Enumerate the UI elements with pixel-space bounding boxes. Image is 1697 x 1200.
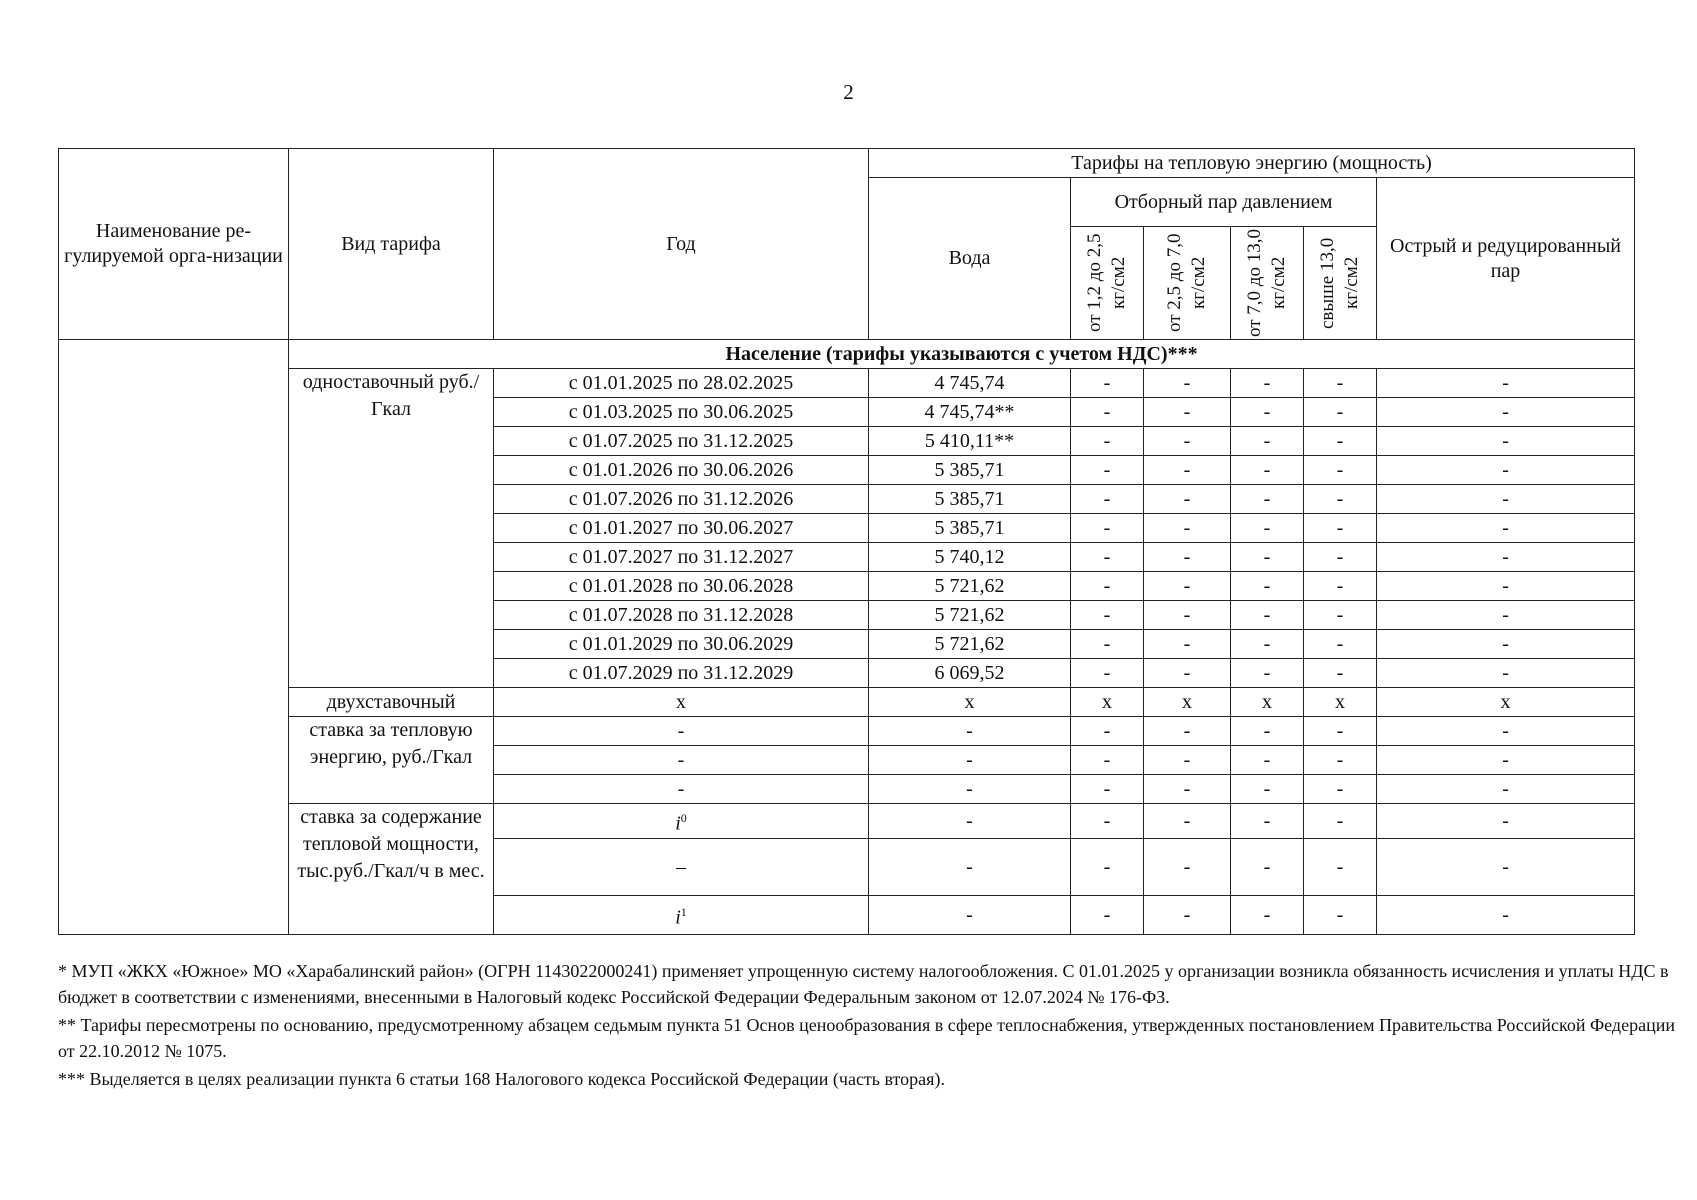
p2-cell: - bbox=[1144, 630, 1231, 659]
p2-cell: - bbox=[1144, 514, 1231, 543]
p4-cell: - bbox=[1304, 717, 1377, 746]
water-tariff-cell: 5 385,71 bbox=[869, 456, 1071, 485]
p2-cell: - bbox=[1144, 485, 1231, 514]
p4-cell: - bbox=[1304, 746, 1377, 775]
sharp-cell: - bbox=[1377, 514, 1635, 543]
water-tariff-cell: 4 745,74 bbox=[869, 369, 1071, 398]
p4-cell: - bbox=[1304, 456, 1377, 485]
sharp-cell: - bbox=[1377, 427, 1635, 456]
p3-cell: - bbox=[1231, 804, 1304, 839]
sharp-cell: - bbox=[1377, 485, 1635, 514]
sharp-cell: - bbox=[1377, 456, 1635, 485]
sharp-cell: - bbox=[1377, 369, 1635, 398]
p1-cell: - bbox=[1071, 514, 1144, 543]
header-pressure-3: от 7,0 до 13,0 кг/см2 bbox=[1231, 227, 1304, 340]
p1-cell: - bbox=[1071, 659, 1144, 688]
p3-cell: - bbox=[1231, 514, 1304, 543]
p2-cell: - bbox=[1144, 543, 1231, 572]
sharp-cell: - bbox=[1377, 775, 1635, 804]
p3-cell: - bbox=[1231, 543, 1304, 572]
p1-cell: - bbox=[1071, 746, 1144, 775]
year-cell: x bbox=[494, 688, 869, 717]
p3-cell: - bbox=[1231, 896, 1304, 935]
sharp-cell: - bbox=[1377, 630, 1635, 659]
water-tariff-cell: - bbox=[869, 839, 1071, 896]
p1-cell: - bbox=[1071, 485, 1144, 514]
p3-cell: - bbox=[1231, 601, 1304, 630]
period-cell: с 01.07.2027 по 31.12.2027 bbox=[494, 543, 869, 572]
page-number: 2 bbox=[843, 80, 854, 104]
water-tariff-cell: 5 385,71 bbox=[869, 514, 1071, 543]
sharp-cell: - bbox=[1377, 601, 1635, 630]
index-mark: – bbox=[676, 855, 686, 878]
header-tariff-type: Вид тарифа bbox=[289, 149, 494, 340]
water-tariff-cell: 6 069,52 bbox=[869, 659, 1071, 688]
tariff-table bbox=[58, 148, 1635, 935]
p4-cell: - bbox=[1304, 485, 1377, 514]
p3-cell: - bbox=[1231, 775, 1304, 804]
water-tariff-cell: 5 721,62 bbox=[869, 630, 1071, 659]
p1-cell: - bbox=[1071, 601, 1144, 630]
p4-cell: - bbox=[1304, 630, 1377, 659]
sharp-cell: - bbox=[1377, 572, 1635, 601]
header-water: Вода bbox=[869, 178, 1071, 340]
table-row bbox=[59, 688, 1635, 717]
header-pressure-4: свыше 13,0 кг/см2 bbox=[1304, 227, 1377, 340]
p4-cell: - bbox=[1304, 659, 1377, 688]
p4-cell: - bbox=[1304, 601, 1377, 630]
year-cell bbox=[494, 804, 869, 839]
p2-cell: - bbox=[1144, 398, 1231, 427]
index-mark: i bbox=[675, 812, 681, 835]
p3-cell: - bbox=[1231, 717, 1304, 746]
p3-cell: - bbox=[1231, 630, 1304, 659]
p3-cell: - bbox=[1231, 398, 1304, 427]
p4-cell: - bbox=[1304, 514, 1377, 543]
header-pressure-1: от 1,2 до 2,5 кг/см2 bbox=[1071, 227, 1144, 340]
p2-cell: - bbox=[1144, 369, 1231, 398]
period-cell: с 01.01.2028 по 30.06.2028 bbox=[494, 572, 869, 601]
sharp-cell: - bbox=[1377, 717, 1635, 746]
p1-cell: - bbox=[1071, 839, 1144, 896]
p2-cell: - bbox=[1144, 896, 1231, 935]
p2-cell: - bbox=[1144, 804, 1231, 839]
table-row bbox=[59, 804, 1635, 839]
index-mark: i bbox=[675, 906, 681, 929]
p3-cell: - bbox=[1231, 427, 1304, 456]
water-tariff-cell: - bbox=[869, 717, 1071, 746]
org-name-cell bbox=[59, 340, 289, 935]
sharp-cell: - bbox=[1377, 804, 1635, 839]
header-sharp-steam: Острый и редуцированный пар bbox=[1377, 178, 1635, 340]
p4-cell: - bbox=[1304, 839, 1377, 896]
single-rate-label: одноставочный руб./Гкал bbox=[289, 369, 494, 688]
p1-cell: x bbox=[1071, 688, 1144, 717]
year-cell bbox=[494, 896, 869, 935]
p1-cell: - bbox=[1071, 427, 1144, 456]
period-cell: с 01.07.2026 по 31.12.2026 bbox=[494, 485, 869, 514]
water-tariff-cell: - bbox=[869, 896, 1071, 935]
p4-cell: - bbox=[1304, 572, 1377, 601]
water-tariff-cell: - bbox=[869, 804, 1071, 839]
water-tariff-cell: - bbox=[869, 775, 1071, 804]
water-tariff-cell: 5 740,12 bbox=[869, 543, 1071, 572]
sharp-cell: - bbox=[1377, 398, 1635, 427]
p2-cell: - bbox=[1144, 572, 1231, 601]
sharp-cell: - bbox=[1377, 896, 1635, 935]
footnote-2: ** Тарифы пересмотрены по основанию, предусмотренному абзацем седьмым пункта 51 Основ ценообразования в сфере теплоснабжения, утвержденных постановлением Правительства Российской Федерации от 22.10.2012 № 1075. bbox=[58, 1015, 1675, 1061]
footnote-3: *** Выделяется в целях реализации пункта 6 статьи 168 Налогового кодекса Российской Федерации (часть вторая). bbox=[58, 1069, 945, 1089]
p3-cell: - bbox=[1231, 746, 1304, 775]
p1-cell: - bbox=[1071, 630, 1144, 659]
p2-cell: - bbox=[1144, 456, 1231, 485]
p1-cell: - bbox=[1071, 398, 1144, 427]
period-cell: с 01.07.2029 по 31.12.2029 bbox=[494, 659, 869, 688]
p1-cell: - bbox=[1071, 775, 1144, 804]
p2-cell: - bbox=[1144, 746, 1231, 775]
p2-cell: - bbox=[1144, 659, 1231, 688]
table-row bbox=[59, 369, 1635, 398]
year-cell: - bbox=[494, 775, 869, 804]
header-heat-tariffs: Тарифы на тепловую энергию (мощность) bbox=[869, 149, 1635, 178]
p1-cell: - bbox=[1071, 896, 1144, 935]
footnote-1: * МУП «ЖКХ «Южное» МО «Харабалинский район» (ОГРН 1143022000241) применяет упрощенную систему налогообложения. С 01.01.2025 у организации возникла обязанность исчисления и уплаты НДС в бюджет в соответствии с изменениями, внесенными в Налоговый кодекс Российской Федерации Федеральным законом от 12.07.2024 № 176-ФЗ. bbox=[58, 961, 1669, 1007]
period-cell: с 01.01.2029 по 30.06.2029 bbox=[494, 630, 869, 659]
p1-cell: - bbox=[1071, 572, 1144, 601]
p2-cell: - bbox=[1144, 427, 1231, 456]
p3-cell: x bbox=[1231, 688, 1304, 717]
period-cell: с 01.07.2025 по 31.12.2025 bbox=[494, 427, 869, 456]
water-tariff-cell: 5 410,11** bbox=[869, 427, 1071, 456]
p3-cell: - bbox=[1231, 839, 1304, 896]
p4-cell: - bbox=[1304, 775, 1377, 804]
water-tariff-cell: x bbox=[869, 688, 1071, 717]
water-tariff-cell: 5 721,62 bbox=[869, 572, 1071, 601]
p1-cell: - bbox=[1071, 804, 1144, 839]
p4-cell: - bbox=[1304, 398, 1377, 427]
footnotes bbox=[58, 958, 1678, 1094]
capacity-rate-label: ставка за содержание тепловой мощности, тыс.руб./Гкал/ч в мес. bbox=[289, 804, 494, 935]
p4-cell: - bbox=[1304, 896, 1377, 935]
section-title: Население (тарифы указываются с учетом НДС)*** bbox=[289, 340, 1635, 369]
table-row bbox=[59, 717, 1635, 746]
sharp-cell: - bbox=[1377, 543, 1635, 572]
two-rate-label: двухставочный bbox=[289, 688, 494, 717]
p3-cell: - bbox=[1231, 659, 1304, 688]
period-cell: с 01.01.2027 по 30.06.2027 bbox=[494, 514, 869, 543]
index-superscript: 1 bbox=[680, 904, 687, 919]
water-tariff-cell: 4 745,74** bbox=[869, 398, 1071, 427]
p2-cell: - bbox=[1144, 717, 1231, 746]
p3-cell: - bbox=[1231, 572, 1304, 601]
water-tariff-cell: 5 721,62 bbox=[869, 601, 1071, 630]
index-superscript: 0 bbox=[680, 810, 687, 825]
p2-cell: - bbox=[1144, 601, 1231, 630]
sharp-cell: - bbox=[1377, 746, 1635, 775]
sharp-cell: - bbox=[1377, 839, 1635, 896]
p2-cell: - bbox=[1144, 839, 1231, 896]
period-cell: с 01.03.2025 по 30.06.2025 bbox=[494, 398, 869, 427]
period-cell: с 01.07.2028 по 31.12.2028 bbox=[494, 601, 869, 630]
p2-cell: x bbox=[1144, 688, 1231, 717]
p4-cell: - bbox=[1304, 804, 1377, 839]
sharp-cell: x bbox=[1377, 688, 1635, 717]
p1-cell: - bbox=[1071, 369, 1144, 398]
p4-cell: - bbox=[1304, 543, 1377, 572]
p3-cell: - bbox=[1231, 369, 1304, 398]
period-cell: с 01.01.2026 по 30.06.2026 bbox=[494, 456, 869, 485]
sharp-cell: - bbox=[1377, 659, 1635, 688]
p4-cell: x bbox=[1304, 688, 1377, 717]
p3-cell: - bbox=[1231, 456, 1304, 485]
water-tariff-cell: - bbox=[869, 746, 1071, 775]
p4-cell: - bbox=[1304, 427, 1377, 456]
p1-cell: - bbox=[1071, 543, 1144, 572]
header-pressure-2: от 2,5 до 7,0 кг/см2 bbox=[1144, 227, 1231, 340]
year-cell: - bbox=[494, 717, 869, 746]
water-tariff-cell: 5 385,71 bbox=[869, 485, 1071, 514]
p1-cell: - bbox=[1071, 717, 1144, 746]
header-extraction-steam: Отборный пар давлением bbox=[1071, 178, 1377, 227]
p3-cell: - bbox=[1231, 485, 1304, 514]
p2-cell: - bbox=[1144, 775, 1231, 804]
header-year: Год bbox=[494, 149, 869, 340]
p1-cell: - bbox=[1071, 456, 1144, 485]
header-org-name: Наименование ре-гулируемой орга-низации bbox=[59, 149, 289, 340]
p4-cell: - bbox=[1304, 369, 1377, 398]
energy-rate-label: ставка за тепловую энергию, руб./Гкал bbox=[289, 717, 494, 804]
period-cell: с 01.01.2025 по 28.02.2025 bbox=[494, 369, 869, 398]
year-cell bbox=[494, 839, 869, 896]
year-cell: - bbox=[494, 746, 869, 775]
